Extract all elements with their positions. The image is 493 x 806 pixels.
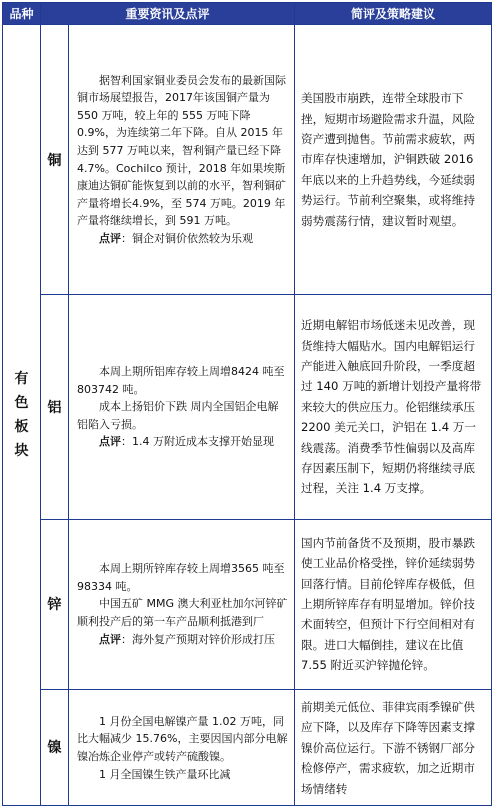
strategy-zinc: 国内节前备货不及预期，股市暴跌使工业品价格受挫，锌价延续弱势回落行情。目前伦锌库存极低，但上期所锌库存有明显增加。锌价技术面转空，但预计下行空间相对有限。进口大幅倒挂，建议在比值 7.55 附近买沪锌抛伦锌。 bbox=[295, 519, 492, 689]
news-paragraph: 成本上扬铝价下跌 周内全国铝企电解铝陷入亏损。 bbox=[77, 400, 279, 431]
news-paragraph: 中国五矿 MMG 澳大利亚杜加尔河锌矿顺利投产后的第一车产品顺利抵港到厂 bbox=[77, 597, 288, 629]
metal-zinc: 锌 bbox=[41, 519, 69, 689]
header-strategy: 简评及策略建议 bbox=[295, 3, 492, 25]
news-paragraph: 本周上期所锌库存较上周增3565 吨至 98334 吨。 bbox=[77, 562, 285, 593]
news-paragraph: 1 月全国镍生铁产量环比减 bbox=[99, 767, 231, 781]
news-copper bbox=[69, 25, 295, 295]
metal-aluminum: 铝 bbox=[41, 295, 69, 519]
sector-cell bbox=[3, 25, 41, 806]
strategy-nickel: 前期美元低位、菲律宾雨季镍矿供应下降，以及库存下降等因素支撑镍价高位运行。下游不锈钢厂部分检修停产，需求疲软，加之近期市场情绪转 bbox=[295, 689, 492, 805]
strategy-aluminum: 近期电解铝市场低迷未见改善，现货维持大幅贴水。国内电解铝运行产能进入触底回升阶段，一季度超过 140 万吨的新增计划投产量将带来较大的供应压力。伦铝继续承压2200 美元关口，沪铝在 1.4 万一线震荡。消费季节性偏弱以及高库存因素压制下，短期仍将继续寻底过程，关注 1.4 万支撑。 bbox=[295, 295, 492, 519]
metal-copper: 铜 bbox=[41, 25, 69, 295]
comment-zinc: 点评：海外复产预期对锌价形成打压 bbox=[99, 632, 275, 646]
metal-nickel: 镍 bbox=[41, 689, 69, 805]
table-row-zinc bbox=[3, 519, 492, 689]
news-paragraph: 据智利国家铜业委员会发布的最新国际铜市场展望报告，2017年该国铜产量为 550 万吨，较上年的 555 万吨下降 0.9%，为连续第二年下降。自从 2015 年达到 577 万吨以来，智利铜产量已经下降4.7%。Cochilco 预计，2018 年如果埃斯康迪达铜矿能恢复到以前的水平，智利铜矿产量将增长4.9%，至 574 万吨。2019 年产量将继续增长，到 591 万吨。 bbox=[77, 73, 286, 228]
strategy-copper: 美国股市崩跌，连带全球股市下挫，短期市场避险需求升温，风险资产遭到抛售。节前需求疲软，两市库存快速增加，沪铜跌破 2016 年底以来的上升趋势线，今延续弱势运行。节前利空聚集，或将维持弱势震荡行情，建议暂时观望。 bbox=[295, 25, 492, 295]
header-news: 重要资讯及点评 bbox=[41, 3, 295, 25]
header-row bbox=[3, 3, 492, 25]
news-nickel bbox=[69, 689, 295, 805]
table-row-nickel bbox=[3, 689, 492, 805]
news-paragraph: 本周上期所铝库存较上周增8424 吨至 803742 吨。 bbox=[77, 365, 285, 396]
news-aluminum bbox=[69, 295, 295, 519]
table-row-aluminum bbox=[3, 295, 492, 519]
news-zinc bbox=[69, 519, 295, 689]
report-table bbox=[2, 2, 492, 806]
sector-label: 有 色 板 块 bbox=[14, 371, 29, 459]
table-row-copper bbox=[3, 25, 492, 295]
header-sector: 品种 bbox=[3, 3, 41, 25]
comment-copper: 点评：铜企对铜价依然较为乐观 bbox=[99, 232, 253, 246]
comment-aluminum: 点评：1.4 万附近成本支撑开始显现 bbox=[99, 435, 274, 449]
news-paragraph: 1 月份全国电解镍产量 1.02 万吨，同比大幅减少 15.76%，主要因国内部分电解镍冶炼企业停产或转产硫酸镍。 bbox=[77, 714, 288, 763]
